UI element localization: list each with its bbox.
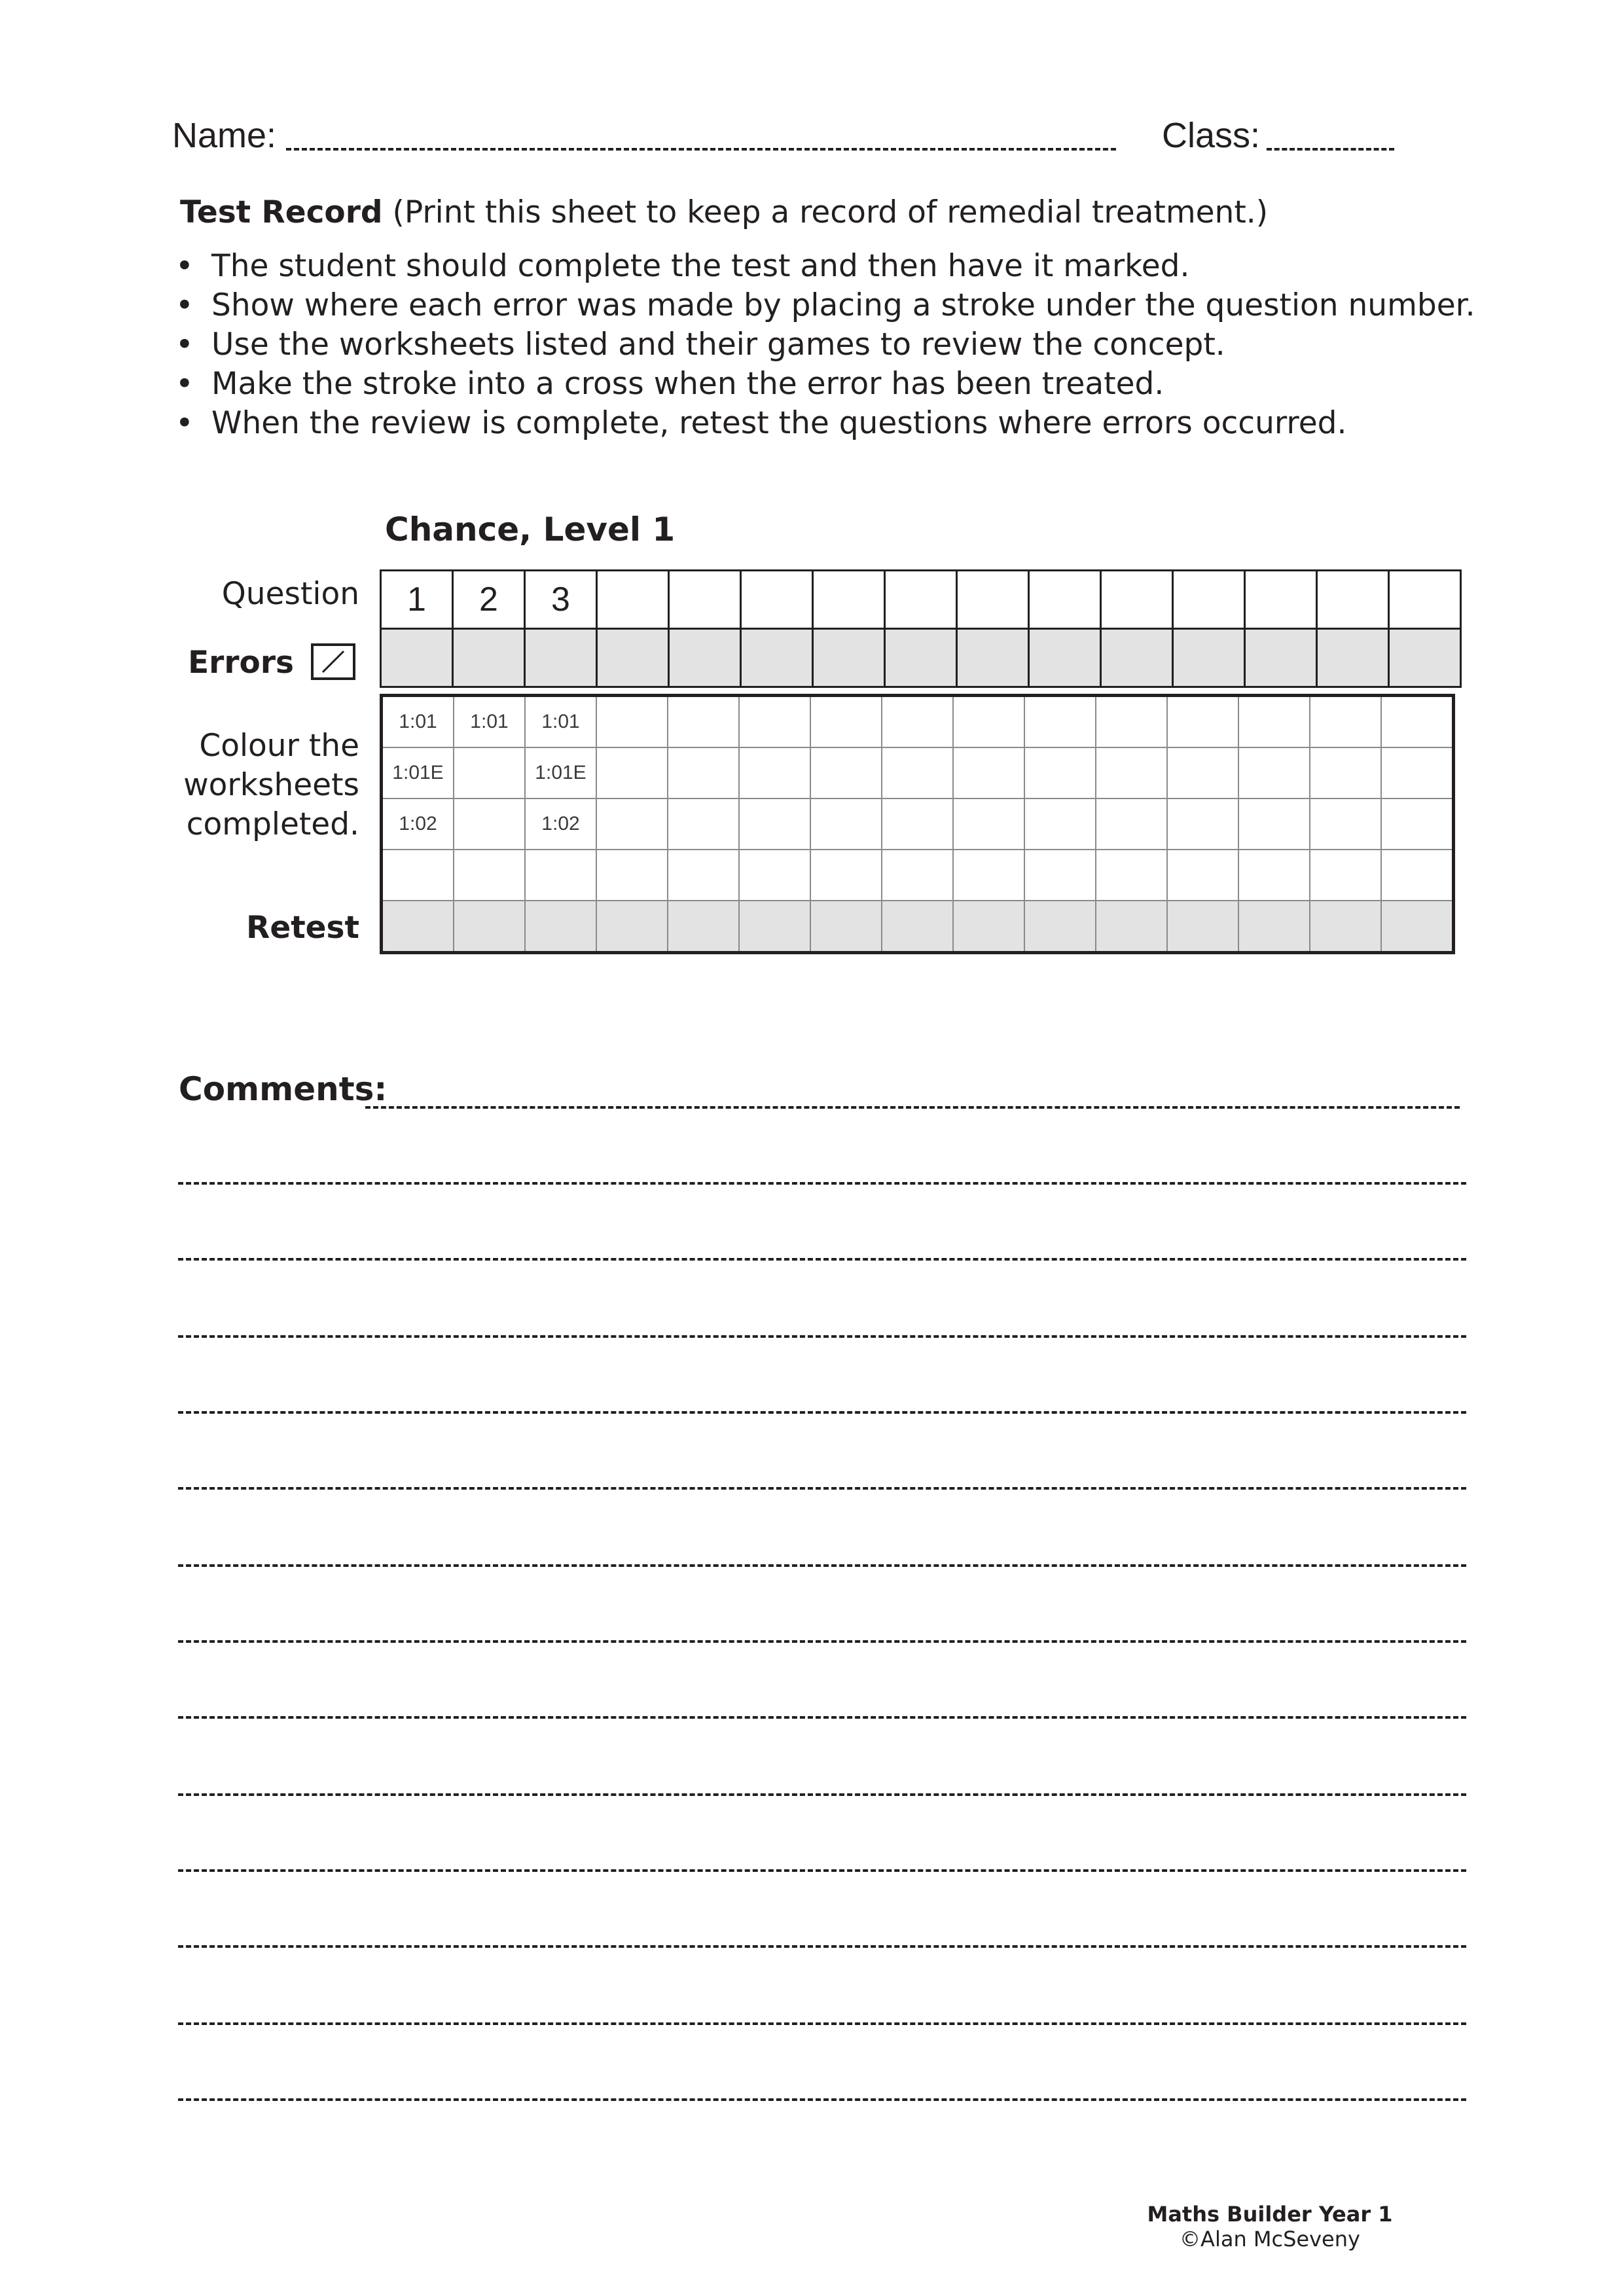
footer xyxy=(1106,2202,1434,2251)
worksheet-cell[interactable] xyxy=(1238,747,1310,798)
worksheet-cell[interactable] xyxy=(668,850,739,901)
retest-cell[interactable] xyxy=(882,901,953,953)
name-field-line[interactable] xyxy=(286,148,1116,151)
error-cell[interactable] xyxy=(525,629,597,687)
retest-cell[interactable] xyxy=(810,901,882,953)
comment-line[interactable] xyxy=(178,2022,1466,2025)
worksheet-cell[interactable] xyxy=(1381,798,1454,850)
error-cell[interactable] xyxy=(885,629,957,687)
error-cell[interactable] xyxy=(1029,629,1101,687)
instruction-item: • Make the stroke into a cross when the error has been treated. xyxy=(175,365,1475,404)
worksheet-cell[interactable] xyxy=(1096,696,1167,748)
worksheet-cell[interactable] xyxy=(1310,798,1381,850)
question-row xyxy=(381,571,1461,629)
retest-cell[interactable] xyxy=(1310,901,1381,953)
worksheet-cell[interactable] xyxy=(953,798,1024,850)
comment-line[interactable] xyxy=(178,2098,1466,2101)
worksheet-row xyxy=(382,696,1454,748)
error-cell[interactable] xyxy=(1173,629,1245,687)
worksheet-cell[interactable] xyxy=(1310,696,1381,748)
worksheet-row xyxy=(382,850,1454,901)
worksheet-cell[interactable] xyxy=(953,747,1024,798)
worksheet-cell[interactable] xyxy=(1096,850,1167,901)
worksheet-cell[interactable] xyxy=(953,696,1024,748)
worksheet-cell[interactable] xyxy=(739,798,810,850)
comment-line[interactable] xyxy=(178,1869,1466,1872)
worksheet-cell[interactable] xyxy=(1096,798,1167,850)
worksheet-cell[interactable] xyxy=(739,850,810,901)
worksheet-cell[interactable]: 1:01E xyxy=(525,747,596,798)
retest-cell[interactable] xyxy=(1024,901,1096,953)
errors-row-label: Errors xyxy=(188,645,294,681)
question-cell xyxy=(1389,571,1461,629)
retest-cell[interactable] xyxy=(1381,901,1454,953)
worksheet-cell[interactable] xyxy=(882,747,953,798)
question-cell xyxy=(1173,571,1245,629)
errors-row xyxy=(381,629,1461,687)
error-cell[interactable] xyxy=(813,629,885,687)
worksheet-cell[interactable] xyxy=(1238,696,1310,748)
worksheet-cell[interactable]: 1:02 xyxy=(525,798,596,850)
worksheet-cell[interactable] xyxy=(596,696,668,748)
error-cell[interactable] xyxy=(453,629,525,687)
worksheet-cell[interactable] xyxy=(953,850,1024,901)
retest-cell[interactable] xyxy=(454,901,525,953)
stroke-mark-icon xyxy=(314,646,353,677)
worksheet-cell[interactable] xyxy=(1310,747,1381,798)
retest-row-label: Retest xyxy=(246,910,359,946)
worksheet-cell[interactable] xyxy=(1167,850,1238,901)
question-cell xyxy=(1029,571,1101,629)
worksheet-cell[interactable] xyxy=(810,798,882,850)
instruction-item: • Use the worksheets listed and their games to review the concept. xyxy=(175,325,1475,365)
worksheet-cell[interactable] xyxy=(382,850,454,901)
question-errors-grid xyxy=(380,569,1462,688)
error-cell[interactable] xyxy=(957,629,1029,687)
worksheet-cell[interactable] xyxy=(1167,798,1238,850)
instruction-item: • Show where each error was made by placing a stroke under the question number. xyxy=(175,286,1475,325)
comment-line[interactable] xyxy=(178,1564,1466,1567)
question-cell xyxy=(1317,571,1389,629)
question-row-label: Question xyxy=(221,576,359,612)
error-cell[interactable] xyxy=(1245,629,1317,687)
error-cell[interactable] xyxy=(669,629,741,687)
worksheet-cell[interactable] xyxy=(882,850,953,901)
worksheet-cell[interactable]: 1:02 xyxy=(382,798,454,850)
worksheet-cell[interactable] xyxy=(668,747,739,798)
retest-row xyxy=(382,901,1454,953)
error-cell[interactable] xyxy=(1389,629,1461,687)
worksheet-cell[interactable] xyxy=(1024,798,1096,850)
question-cell xyxy=(1101,571,1173,629)
worksheet-cell[interactable]: 1:01 xyxy=(382,696,454,748)
worksheet-cell[interactable] xyxy=(1381,696,1454,748)
class-field-line[interactable] xyxy=(1267,148,1394,151)
worksheet-row xyxy=(382,798,1454,850)
worksheet-cell[interactable] xyxy=(454,850,525,901)
comment-line[interactable] xyxy=(178,1411,1466,1414)
question-cell xyxy=(885,571,957,629)
comment-line[interactable] xyxy=(178,1945,1466,1948)
question-cell xyxy=(813,571,885,629)
worksheet-cell[interactable] xyxy=(1024,696,1096,748)
colour-label-line-1: Colour the xyxy=(199,728,359,764)
question-cell xyxy=(597,571,669,629)
intro-heading xyxy=(180,194,1268,231)
worksheet-cell[interactable] xyxy=(1381,850,1454,901)
instruction-item: • The student should complete the test and then have it marked. xyxy=(175,247,1475,286)
error-cell[interactable] xyxy=(1101,629,1173,687)
level-title: Chance, Level 1 xyxy=(385,511,676,548)
question-cell: 3 xyxy=(525,571,597,629)
question-cell xyxy=(669,571,741,629)
worksheet-cell[interactable] xyxy=(525,850,596,901)
instruction-item: • When the review is complete, retest the questions where errors occurred. xyxy=(175,404,1475,443)
error-stroke-example xyxy=(311,643,355,680)
worksheet-cell[interactable] xyxy=(1238,798,1310,850)
worksheet-cell[interactable] xyxy=(596,747,668,798)
question-cell xyxy=(957,571,1029,629)
test-record-title: Test Record xyxy=(180,194,383,230)
error-cell[interactable] xyxy=(381,629,453,687)
worksheet-cell[interactable] xyxy=(1024,747,1096,798)
worksheet-cell[interactable] xyxy=(454,798,525,850)
worksheet-cell[interactable] xyxy=(882,696,953,748)
comment-line[interactable] xyxy=(178,1335,1466,1338)
worksheet-cell[interactable] xyxy=(596,798,668,850)
colour-label-line-2: worksheets xyxy=(183,767,359,803)
error-cell[interactable] xyxy=(597,629,669,687)
worksheet-cell[interactable] xyxy=(668,798,739,850)
worksheet-cell[interactable] xyxy=(810,747,882,798)
question-cell xyxy=(1245,571,1317,629)
worksheet-cell[interactable] xyxy=(1167,747,1238,798)
comment-line[interactable] xyxy=(178,1258,1466,1261)
comment-line[interactable] xyxy=(178,1716,1466,1719)
error-cell[interactable] xyxy=(1317,629,1389,687)
footer-title: Maths Builder Year 1 xyxy=(1147,2202,1393,2227)
comment-line[interactable] xyxy=(178,1487,1466,1490)
worksheet-cell[interactable] xyxy=(1310,850,1381,901)
retest-cell[interactable] xyxy=(953,901,1024,953)
worksheet-cell[interactable] xyxy=(810,696,882,748)
question-cell xyxy=(741,571,813,629)
worksheet-cell[interactable] xyxy=(1167,696,1238,748)
retest-cell[interactable] xyxy=(382,901,454,953)
comment-line[interactable] xyxy=(178,1640,1466,1643)
test-record-subtitle: (Print this sheet to keep a record of remedial treatment.) xyxy=(392,194,1269,230)
colour-label-line-3: completed. xyxy=(186,806,359,842)
footer-copyright: ©Alan McSeveny xyxy=(1180,2227,1360,2251)
comment-line[interactable] xyxy=(178,1793,1466,1796)
worksheet-cell[interactable] xyxy=(1096,747,1167,798)
name-label: Name: xyxy=(172,116,277,155)
comments-label: Comments: xyxy=(179,1070,388,1108)
worksheet-cell[interactable] xyxy=(1238,850,1310,901)
comment-line[interactable] xyxy=(178,1182,1466,1185)
question-cell: 2 xyxy=(453,571,525,629)
class-label: Class: xyxy=(1162,116,1261,155)
worksheet-cell[interactable] xyxy=(882,798,953,850)
retest-cell[interactable] xyxy=(1238,901,1310,953)
worksheet-cell[interactable] xyxy=(810,850,882,901)
comments-first-line[interactable] xyxy=(365,1106,1460,1109)
worksheet-cell[interactable]: 1:01 xyxy=(525,696,596,748)
instruction-list xyxy=(175,247,1475,443)
worksheet-cell[interactable] xyxy=(454,747,525,798)
retest-cell[interactable] xyxy=(668,901,739,953)
worksheet-cell[interactable] xyxy=(1024,850,1096,901)
worksheet-cell[interactable]: 1:01 xyxy=(454,696,525,748)
worksheet-cell[interactable] xyxy=(1381,747,1454,798)
retest-cell[interactable] xyxy=(739,901,810,953)
worksheet-cell[interactable] xyxy=(739,696,810,748)
retest-cell[interactable] xyxy=(1167,901,1238,953)
worksheet-cell[interactable] xyxy=(596,850,668,901)
retest-cell[interactable] xyxy=(1096,901,1167,953)
retest-cell[interactable] xyxy=(596,901,668,953)
worksheet-row xyxy=(382,747,1454,798)
retest-cell[interactable] xyxy=(525,901,596,953)
question-cell: 1 xyxy=(381,571,453,629)
error-cell[interactable] xyxy=(741,629,813,687)
worksheet-cell[interactable] xyxy=(739,747,810,798)
worksheet-cell[interactable] xyxy=(668,696,739,748)
worksheet-cell[interactable]: 1:01E xyxy=(382,747,454,798)
worksheets-grid xyxy=(380,694,1455,954)
